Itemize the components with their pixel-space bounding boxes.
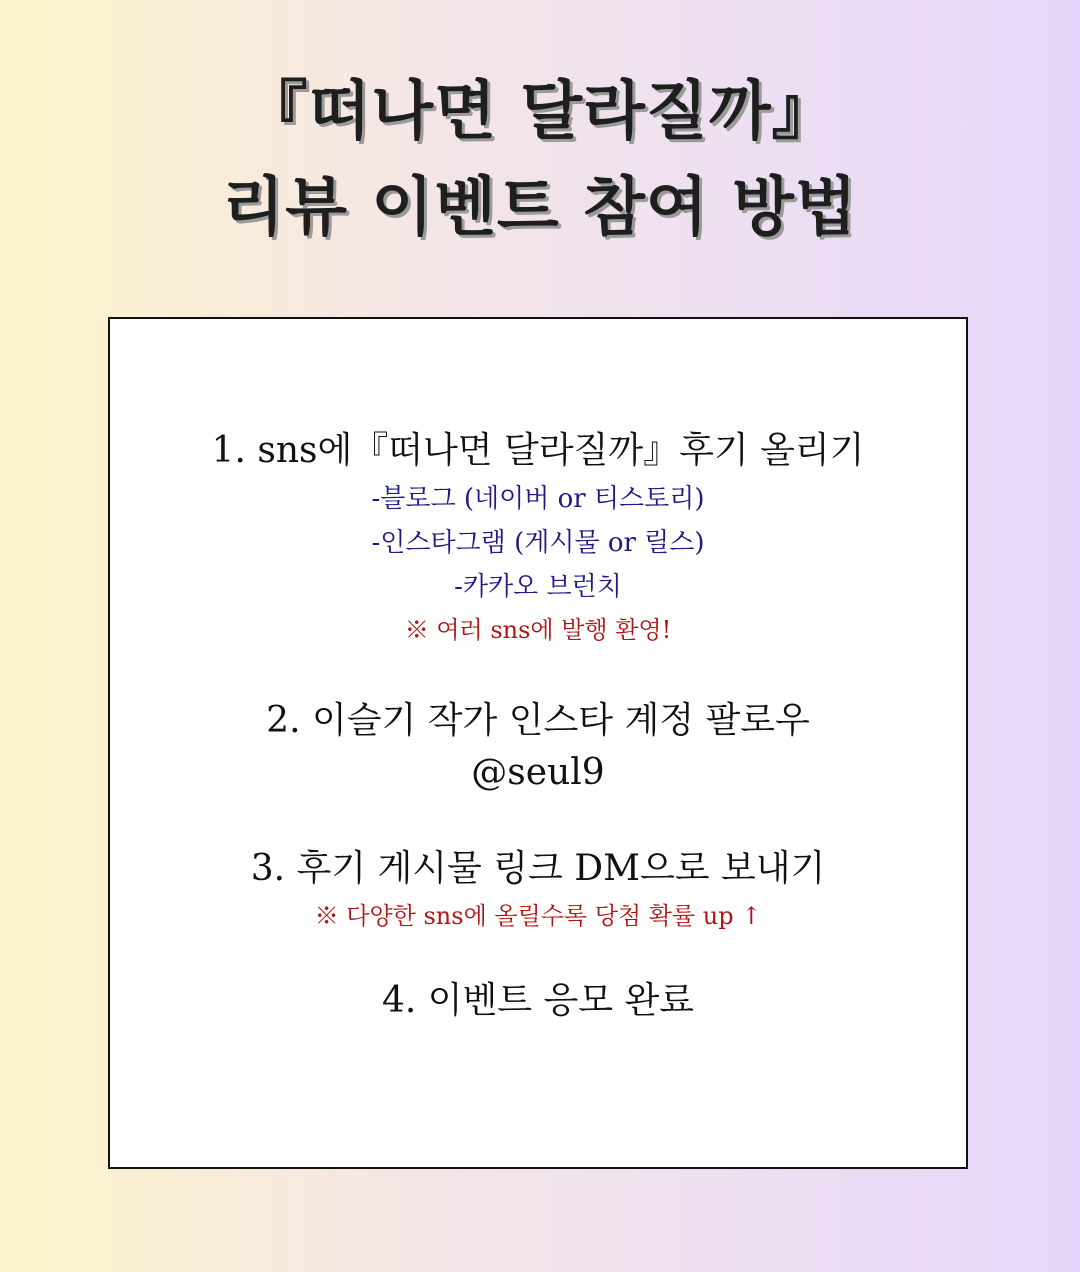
- step-1-platform-blog: -블로그 (네이버 or 티스토리): [371, 484, 705, 514]
- title-line-event: 리뷰 이벤트 참여 방법: [222, 171, 858, 245]
- instructions-card: [108, 317, 968, 1169]
- step-1-text: 1. sns에『떠나면 달라질까』후기 올리기: [211, 430, 865, 471]
- step-1-platform-brunch: -카카오 브런치: [454, 572, 622, 602]
- step-2-handle: @seul9: [471, 752, 605, 793]
- step-2-text: 2. 이슬기 작가 인스타 계정 팔로우: [266, 700, 810, 741]
- step-1-platform-instagram: -인스타그램 (게시물 or 릴스): [371, 528, 705, 558]
- step-1-note: ※ 여러 sns에 발행 환영!: [404, 616, 672, 644]
- step-3-note: ※ 다양한 sns에 올릴수록 당첨 확률 up ↑: [314, 902, 762, 930]
- title-line-book: 『떠나면 달라질까』: [243, 75, 837, 149]
- step-3-text: 3. 후기 게시물 링크 DM으로 보내기: [250, 848, 826, 889]
- page-title: [0, 64, 1080, 256]
- instructions-list: [110, 425, 966, 1027]
- step-4-text: 4. 이벤트 응모 완료: [381, 980, 695, 1021]
